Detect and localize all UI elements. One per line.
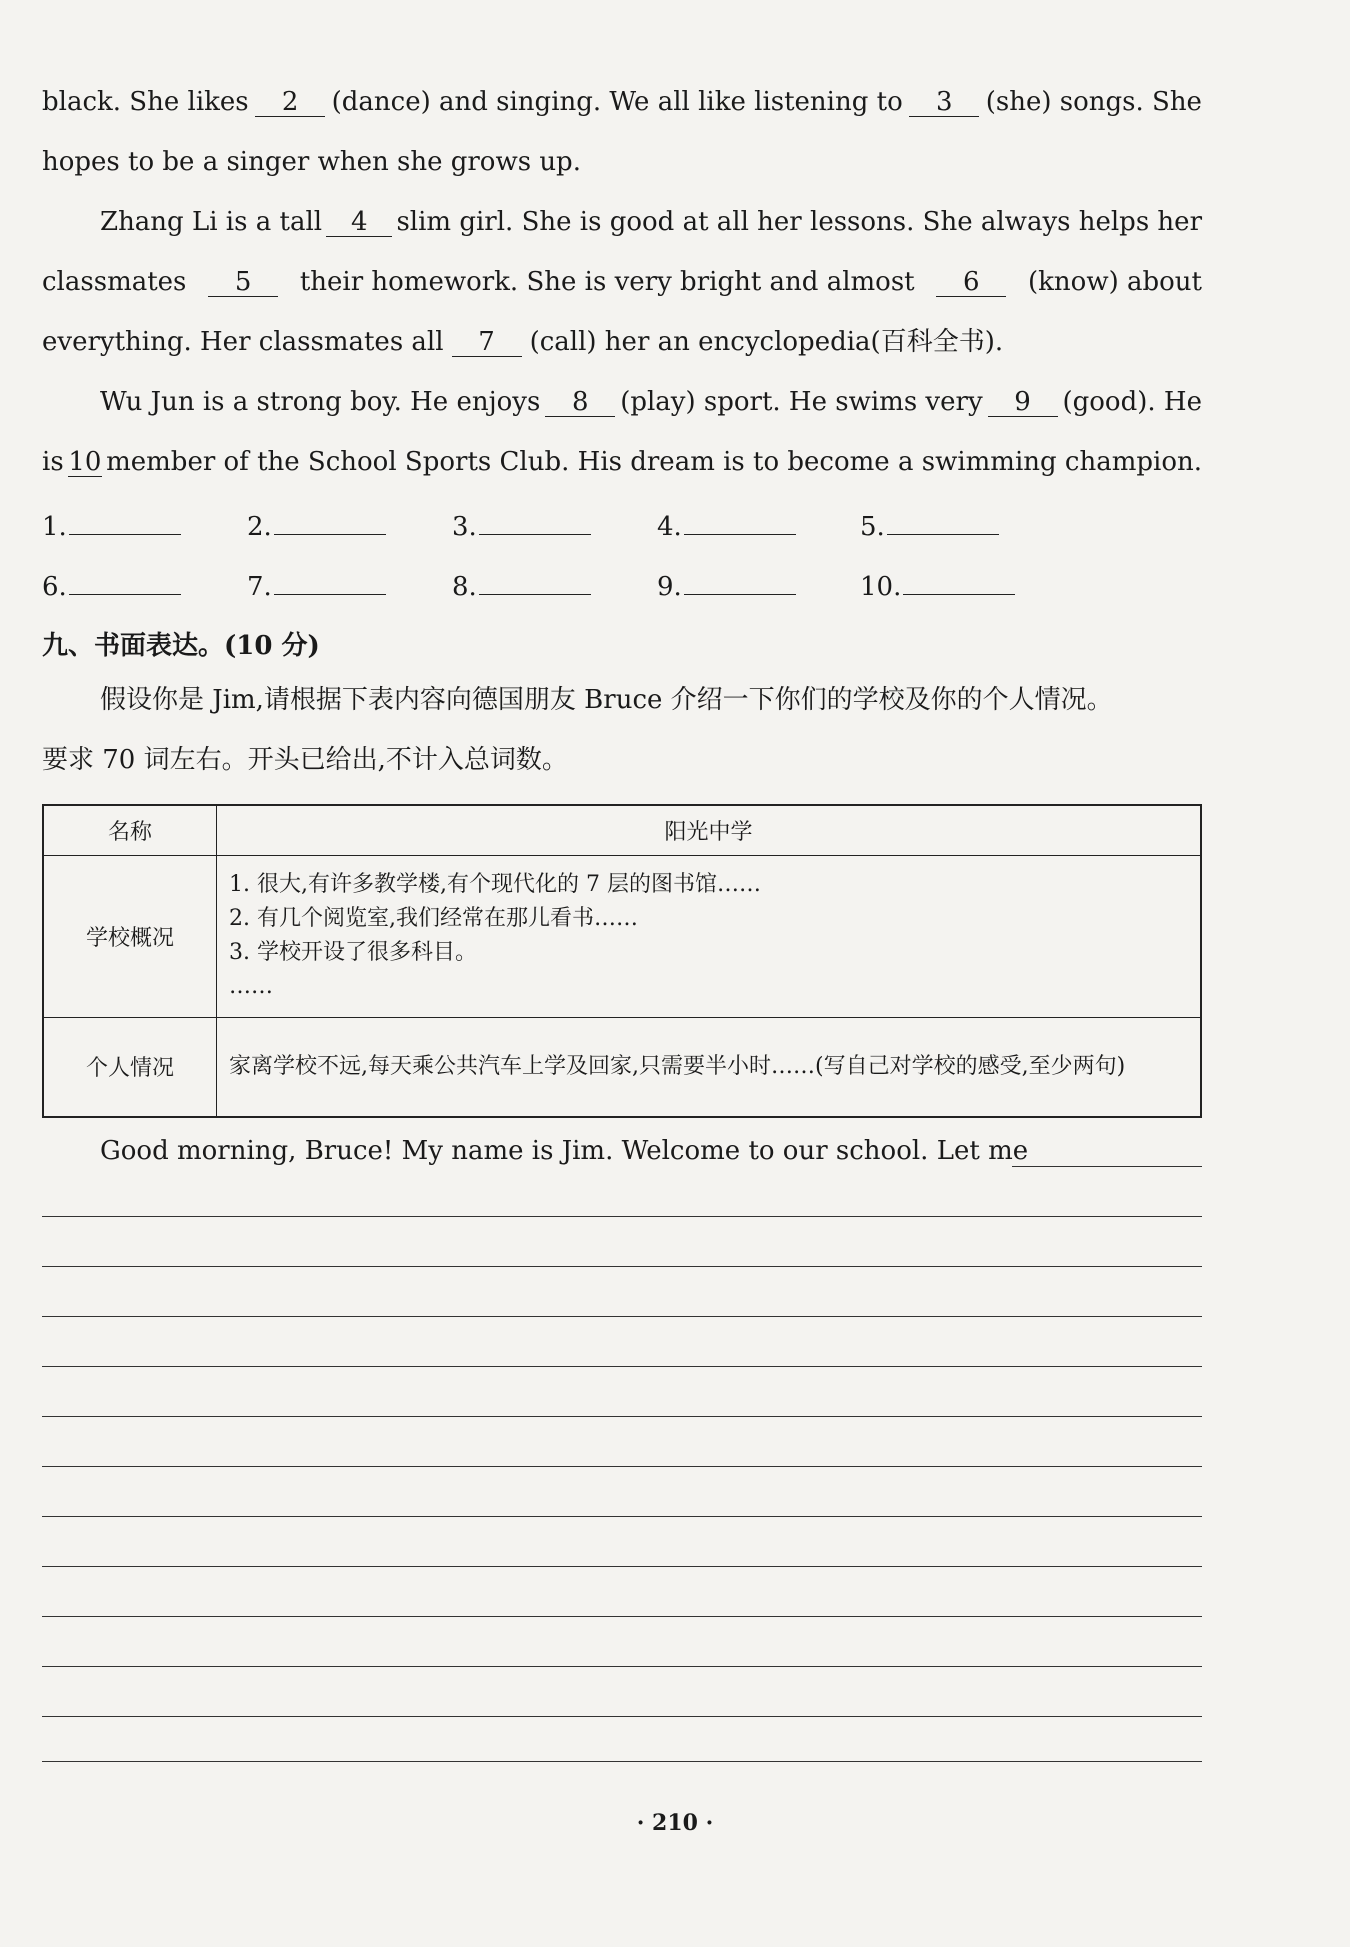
answer-number: 2. <box>247 512 272 542</box>
passage-text: black. She likes <box>42 87 249 117</box>
passage-text: hopes to be a singer when she grows up. <box>42 147 581 177</box>
answer-line[interactable] <box>274 566 386 595</box>
writing-line[interactable] <box>42 1266 1202 1267</box>
answer-slot[interactable] <box>42 566 181 602</box>
writing-line[interactable] <box>42 1761 1202 1762</box>
writing-line[interactable] <box>42 1616 1202 1617</box>
answer-line[interactable] <box>69 566 181 595</box>
answer-number: 5. <box>860 512 885 542</box>
table-row-content: 家离学校不远,每天乘公共汽车上学及回家,只需要半小时……(写自己对学校的感受,至少两句) <box>217 1017 1202 1117</box>
answer-line[interactable] <box>887 506 999 535</box>
section-heading: 九、书面表达。(10 分) <box>42 631 320 661</box>
table-row-content <box>217 855 1202 1017</box>
passage-text: (call) her an encyclopedia(百科全书). <box>529 327 1004 357</box>
passage-text: (she) songs. She <box>985 87 1202 117</box>
answer-number: 10. <box>860 572 902 602</box>
answer-slot[interactable] <box>452 566 591 602</box>
writing-line[interactable] <box>42 1716 1202 1717</box>
table-header-value: 阳光中学 <box>217 805 1202 855</box>
answer-line[interactable] <box>684 506 796 535</box>
blank-6: 6 <box>936 266 1006 297</box>
answer-number: 7. <box>247 572 272 602</box>
passage-line <box>100 386 1202 418</box>
blank-9: 9 <box>988 386 1058 417</box>
writing-line[interactable] <box>42 1316 1202 1317</box>
instruction-text: 假设你是 Jim,请根据下表内容向德国朋友 Bruce 介绍一下你们的学校及你的个人情况。 <box>100 685 1113 715</box>
blank-5: 5 <box>208 266 278 297</box>
answer-line[interactable] <box>479 506 591 535</box>
passage-text: (dance) and singing. We all like listening to <box>331 87 903 117</box>
school-item: 2. 有几个阅览室,我们经常在那儿看书…… <box>229 906 638 931</box>
blank-10: 10 <box>68 447 102 477</box>
answer-number: 1. <box>42 512 67 542</box>
info-table <box>42 804 1202 1118</box>
passage-line <box>42 146 1202 178</box>
answer-slot[interactable] <box>860 566 1015 602</box>
table-header-label: 名称 <box>43 805 217 855</box>
passage-text: everything. Her classmates all <box>42 327 444 357</box>
answer-slot[interactable] <box>42 506 181 542</box>
answer-slot[interactable] <box>247 506 386 542</box>
blank-7: 7 <box>452 326 522 357</box>
answer-line[interactable] <box>274 506 386 535</box>
answer-line[interactable] <box>69 506 181 535</box>
answer-slot[interactable] <box>657 566 796 602</box>
passage-line <box>42 326 1202 358</box>
answer-line[interactable] <box>479 566 591 595</box>
writing-line[interactable] <box>1012 1166 1202 1167</box>
passage-text: (play) sport. He swims very <box>620 387 983 417</box>
writing-line[interactable] <box>42 1466 1202 1467</box>
blank-3: 3 <box>909 86 979 117</box>
answer-slot[interactable] <box>452 506 591 542</box>
passage-text: (good). He <box>1062 387 1202 417</box>
answer-number: 9. <box>657 572 682 602</box>
answer-slot[interactable] <box>247 566 386 602</box>
page-number: · 210 · <box>636 1810 714 1836</box>
writing-line[interactable] <box>42 1566 1202 1567</box>
writing-line[interactable] <box>42 1516 1202 1517</box>
table-row-label: 个人情况 <box>43 1017 217 1117</box>
writing-line[interactable] <box>42 1366 1202 1367</box>
school-item: 1. 很大,有许多教学楼,有个现代化的 7 层的图书馆…… <box>229 872 761 897</box>
passage-line <box>42 266 1202 298</box>
blank-4: 4 <box>326 206 392 237</box>
passage-text: is <box>42 447 64 477</box>
passage-line <box>42 86 1202 118</box>
passage-text: (know) about <box>1028 267 1202 297</box>
writing-line[interactable] <box>42 1216 1202 1217</box>
answer-number: 8. <box>452 572 477 602</box>
writing-line[interactable] <box>42 1666 1202 1667</box>
school-item: 3. 学校开设了很多科目。 <box>229 940 477 965</box>
passage-text: slim girl. She is good at all her lessons. She always helps her <box>396 207 1202 237</box>
passage-text: Zhang Li is a tall <box>100 207 323 237</box>
answer-number: 4. <box>657 512 682 542</box>
blank-8: 8 <box>545 386 615 417</box>
passage-text: classmates <box>42 267 187 297</box>
passage-text: Wu Jun is a strong boy. He enjoys <box>100 387 541 417</box>
passage-line <box>42 446 1202 478</box>
writing-line[interactable] <box>42 1416 1202 1417</box>
passage-text: their homework. She is very bright and almost <box>299 267 915 297</box>
answer-number: 6. <box>42 572 67 602</box>
answer-number: 3. <box>452 512 477 542</box>
essay-opening-text: Good morning, Bruce! My name is Jim. Welcome to our school. Let me <box>100 1136 1029 1166</box>
answer-line[interactable] <box>684 566 796 595</box>
blank-2: 2 <box>255 86 325 117</box>
instruction-text: 要求 70 词左右。开头已给出,不计入总词数。 <box>42 745 568 775</box>
essay-opening <box>100 1135 1028 1167</box>
answer-slot[interactable] <box>860 506 999 542</box>
answer-line[interactable] <box>903 566 1015 595</box>
passage-line <box>100 206 1202 238</box>
school-item: …… <box>229 974 273 999</box>
answer-slot[interactable] <box>657 506 796 542</box>
table-row-label: 学校概况 <box>43 855 217 1017</box>
passage-text: member of the School Sports Club. His dream is to become a swimming champion. <box>106 447 1202 477</box>
